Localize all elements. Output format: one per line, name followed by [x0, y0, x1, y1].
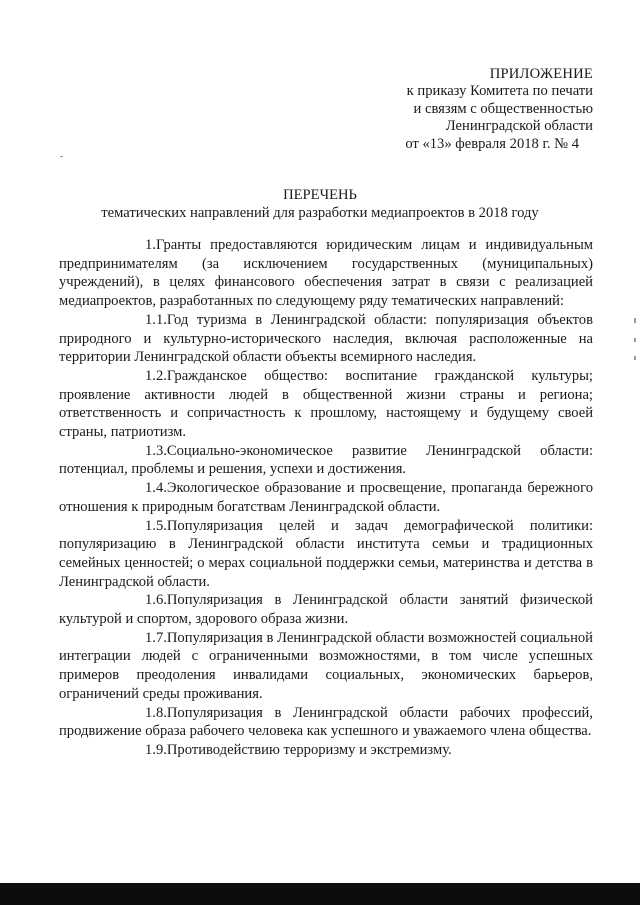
- list-item-1-4: [59, 479, 593, 516]
- approval-line-region: Ленинградской области: [445, 118, 593, 135]
- item-number: 1.3.: [145, 442, 167, 459]
- document-subtitle: тематических направлений для разработки медиапроектов в 2018 году: [101, 205, 539, 221]
- scan-speck: [60, 156, 63, 157]
- item-number: 1.6.: [145, 592, 167, 609]
- approval-line-committee: и связям с общественностью: [413, 100, 593, 117]
- item-text: Год туризма в Ленинградской области: популяризация объектов природного и культурно-исторического наследия, включая расположенные на территории Ленинградской области объекты всемирного наследия.: [59, 311, 593, 366]
- scan-speck: [634, 338, 636, 342]
- scan-speck: [634, 356, 636, 360]
- list-item-1-5: [59, 517, 593, 592]
- item-number: 1.7.: [145, 629, 167, 646]
- list-item-1-3: [59, 442, 593, 479]
- item-number: 1.8.: [145, 704, 167, 721]
- item-number: 1.5.: [145, 517, 167, 534]
- item-text: Популяризация целей и задач демографической политики: популяризацию в Ленинградской области института семьи и традиционных семейных ценностей; о мерах социальной поддержки семьи, материнства и детства в Ленинградской области.: [59, 517, 593, 590]
- item-text: Социально-экономическое развитие Ленинградской области: потенциал, проблемы и решения, успехи и достижения.: [59, 442, 593, 478]
- item-number: 1.1.: [145, 311, 167, 328]
- approval-line-order: к приказу Комитета по печати: [406, 83, 593, 100]
- approval-block: [333, 66, 593, 153]
- item-number: 1.9.: [145, 741, 167, 758]
- approval-date: от «13» февраля 2018 г. № 4: [405, 135, 579, 152]
- item-text: Популяризация в Ленинградской области рабочих профессий, продвижение образа рабочего человека как успешного и уважаемого члена общества.: [59, 704, 593, 740]
- scan-speck: [634, 318, 636, 323]
- document-title: ПЕРЕЧЕНЬ: [283, 187, 357, 203]
- list-item-1-8: [59, 704, 593, 741]
- item-text: Гражданское общество: воспитание гражданской культуры; проявление активности людей в общественной жизни страны и региона; ответственность и сопричастность к прошлому, настоящему и будущему своей страны, патриотизм.: [59, 367, 593, 441]
- item-text: Экологическое образование и просвещение, пропаганда бережного отношения к природным богатствам Ленинградской области.: [59, 480, 593, 515]
- scan-edge-bar: [0, 883, 640, 905]
- list-item-1-6: [59, 591, 593, 628]
- item-number: 1.: [145, 237, 156, 253]
- document-body: [59, 236, 593, 760]
- item-number: 1.4.: [145, 480, 167, 497]
- list-item-1-9: [59, 741, 593, 760]
- list-item-1: [59, 236, 593, 311]
- item-text: Гранты предоставляются юридическим лицам и индивидуальным предпринимателям (за исключением государственных (муниципальных) учреждений), в целях финансового обеспечения затрат в связи с реализацией медиапроектов, разработанных по следующему ряду тематических направлений:: [59, 237, 593, 310]
- list-item-1-2: [59, 367, 593, 442]
- item-text: Популяризация в Ленинградской области возможностей социальной интеграции людей с ограниченными возможностями, в том числе успешных примеров преодоления инвалидами социальных, экономических барьеров, ограничений среды проживания.: [59, 629, 593, 702]
- list-item-1-7: [59, 629, 593, 704]
- item-text: Противодействию терроризму и экстремизму.: [166, 741, 452, 758]
- list-item-1-1: [59, 311, 593, 367]
- appendix-heading: ПРИЛОЖЕНИЕ: [489, 66, 593, 82]
- item-text: Популяризация в Ленинградской области занятий физической культурой и спортом, здорового образа жизни.: [59, 592, 593, 628]
- item-number: 1.2.: [145, 367, 167, 384]
